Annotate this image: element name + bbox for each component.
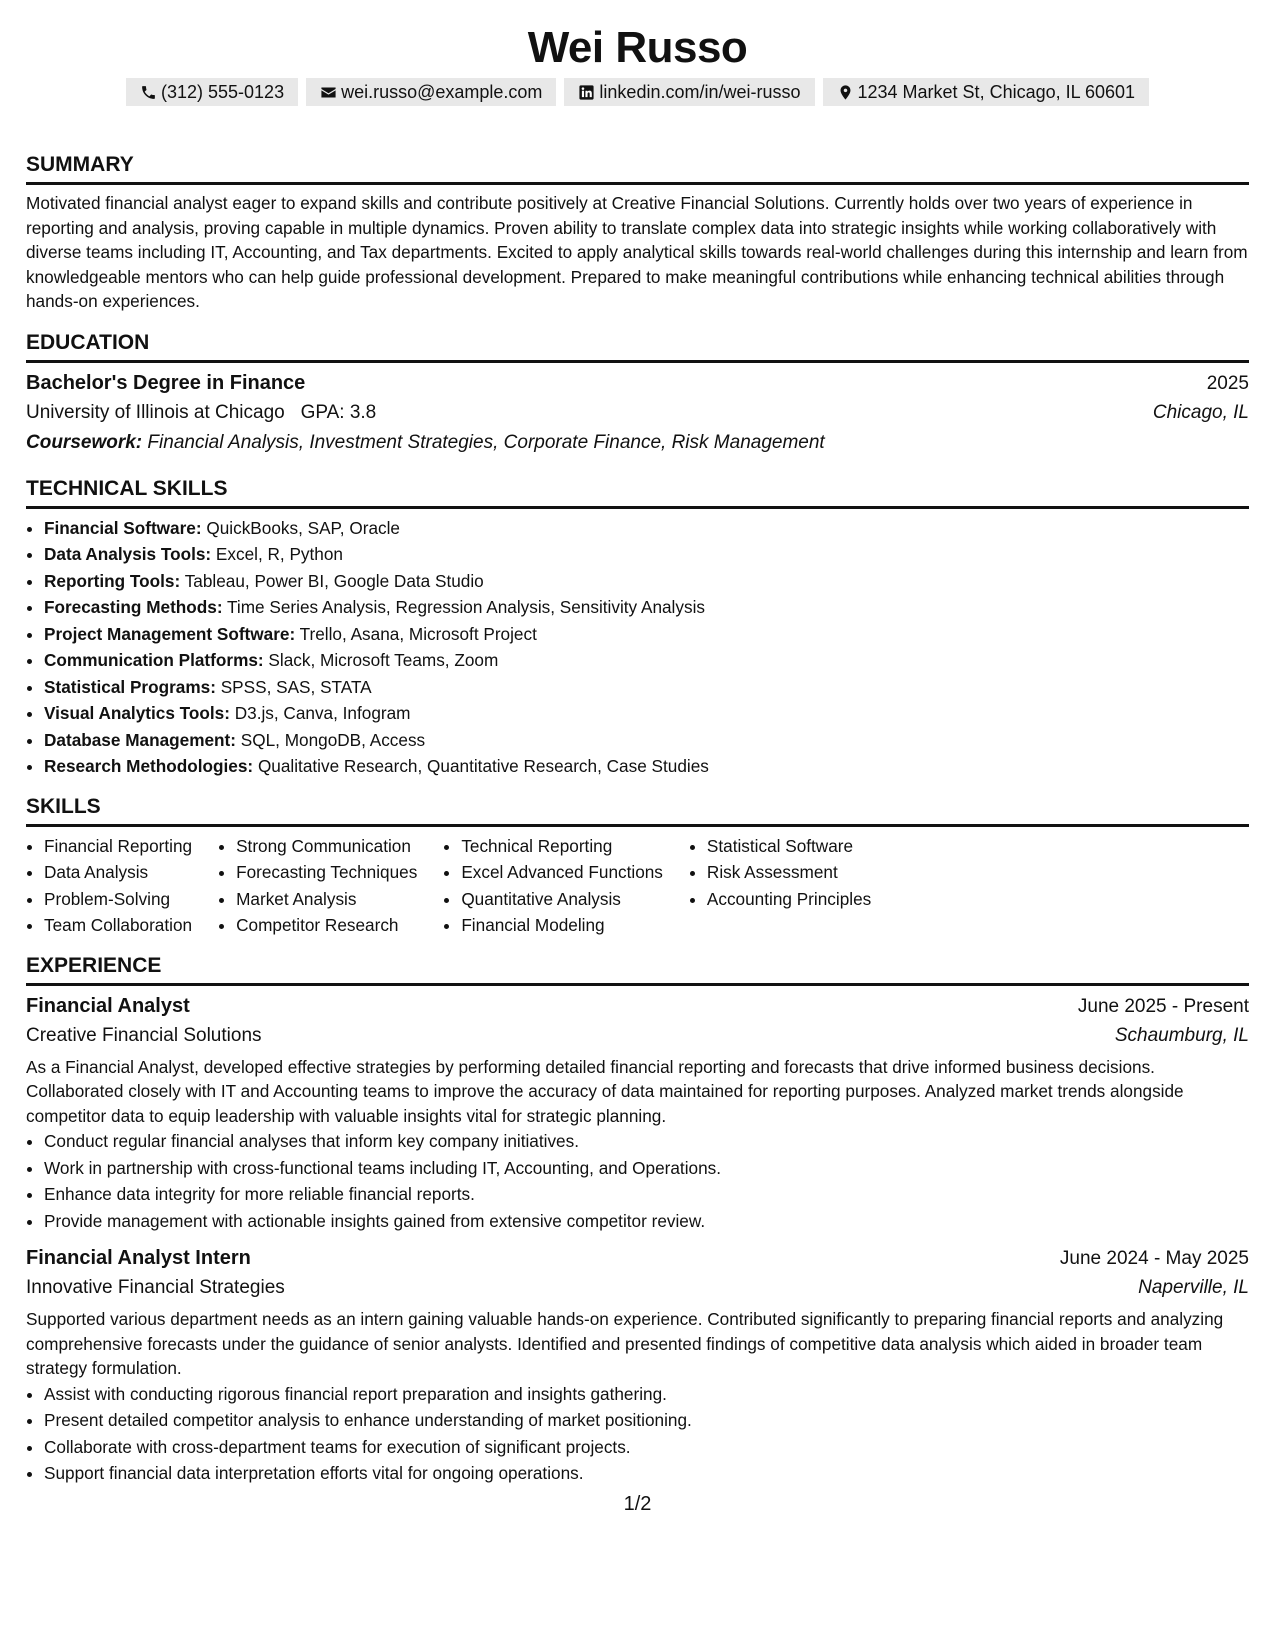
list-item: • Statistical Programs: SPSS, SAS, STATA [44,674,1249,701]
list-item: • Quantitative Analysis [461,886,663,913]
experience-section [26,953,1249,1487]
experience-heading: EXPERIENCE [26,953,1249,986]
list-item: • Technical Reporting [461,833,663,860]
phone-icon [140,84,157,101]
map-pin-icon [837,84,854,101]
resume-page [26,0,1249,1487]
list-item: • Support financial data interpretation efforts vital for ongoing operations. [44,1460,1249,1487]
school-location: Chicago, IL [1152,401,1249,423]
job-bullets [26,1381,1249,1487]
job-company-row [26,1273,1249,1303]
education-heading: EDUCATION [26,330,1249,363]
list-item: • Conduct regular financial analyses that inform key company initiatives. [44,1128,1249,1155]
coursework-label: Coursework: [26,431,143,453]
list-item: • Market Analysis [236,886,417,913]
coursework-line [26,428,1249,458]
job-description: As a Financial Analyst, developed effective strategies by performing detailed financial reporting and forecasts that drive informed business decisions. Collaborated closely with IT and Accounting teams to improve the accuracy of data maintained for reporting purposes. Analyzed market trends alongside competitor data to equip leadership with valuable insights vital for strategic planning. [26,1056,1184,1126]
list-item: • Reporting Tools: Tableau, Power BI, Google Data Studio [44,568,1249,595]
phone-text: (312) 555-0123 [160,82,285,102]
address-text: 1234 Market St, Chicago, IL 60601 [857,82,1136,102]
contact-phone[interactable] [126,78,298,106]
list-item: • Statistical Software [707,833,871,860]
job-title-row [26,992,1249,1021]
list-item: • Work in partnership with cross-functional teams including IT, Accounting, and Operations. [44,1155,1249,1182]
list-item: • Data Analysis Tools: Excel, R, Python [44,541,1249,568]
list-item: • Research Methodologies: Qualitative Research, Quantitative Research, Case Studies [44,753,1249,780]
list-item: • Database Management: SQL, MongoDB, Access [44,727,1249,754]
graduation-year: 2025 [1206,372,1249,394]
envelope-icon [320,84,337,101]
list-item: • Collaborate with cross-department teams for execution of significant projects. [44,1434,1249,1461]
skills-columns [26,833,1249,939]
linkedin-text: linkedin.com/in/wei-russo [599,82,801,102]
job-entry [26,1244,1249,1487]
page-number: 1/2 [623,1493,652,1515]
summary-section [26,152,1249,314]
list-item: • Forecasting Techniques [236,859,417,886]
contact-email[interactable] [306,78,556,106]
education-degree-row [26,369,1249,398]
list-item: • Strong Communication [236,833,417,860]
list-item: • Assist with conducting rigorous financial report preparation and insights gathering. [44,1381,1249,1408]
technical-skills-list [26,515,1249,780]
summary-text: Motivated financial analyst eager to expand skills and contribute positively at Creative Financial Solutions. Currently holds over two years of experience in reporting and analysis, proving capable in multiple dynamics. Proven ability to translate complex data into strategic insights while working collaboratively with diverse teams including IT, Accounting, and Tax departments. Excited to apply analytical skills towards real-world challenges during this internship and learn from knowledgeable mentors who can help guide professional development. Prepared to make meaningful contributions while enhancing technical abilities through hands-on experiences. [26,193,1248,311]
skills-heading: SKILLS [26,794,1249,827]
linkedin-icon [578,84,595,101]
skills-column-3 [443,833,663,939]
list-item: • Project Management Software: Trello, Asana, Microsoft Project [44,621,1249,648]
gpa: GPA: 3.8 [300,401,377,423]
job-bullets [26,1128,1249,1234]
job-company: Innovative Financial Strategies [26,1277,285,1298]
school-name: University of Illinois at Chicago [26,401,285,423]
email-text: wei.russo@example.com [341,82,543,102]
school-line [26,398,376,428]
list-item: • Provide management with actionable insights gained from extensive competitor review. [44,1208,1249,1235]
list-item: • Risk Assessment [707,859,871,886]
job-description: Supported various department needs as an intern gaining valuable hands-on experience. Contributed significantly to preparing financial reports and analyzing comprehensive forecasts under the guidance of senior analysts. Identified and presented findings of competitive data analysis which aided in broader team strategy formulation. [26,1309,1224,1378]
list-item: • Team Collaboration [44,912,192,939]
list-item: • Enhance data integrity for more reliable financial reports. [44,1181,1249,1208]
education-school-row [26,398,1249,428]
coursework-list: Financial Analysis, Investment Strategies, Corporate Finance, Risk Management [147,431,825,453]
list-item: • Present detailed competitor analysis to enhance understanding of market positioning. [44,1407,1249,1434]
job-location: Schaumburg, IL [1114,1024,1249,1046]
contact-linkedin[interactable] [564,78,814,106]
education-section [26,330,1249,458]
skills-column-2 [218,833,417,939]
job-role: Financial Analyst [26,994,190,1017]
technical-skills-section [26,476,1249,780]
summary-heading: SUMMARY [26,152,1249,185]
job-entry [26,992,1249,1235]
list-item: • Communication Platforms: Slack, Microsoft Teams, Zoom [44,647,1249,674]
list-item: • Forecasting Methods: Time Series Analysis, Regression Analysis, Sensitivity Analysis [44,594,1249,621]
list-item: • Competitor Research [236,912,417,939]
job-company-row [26,1021,1249,1051]
technical-skills-heading: TECHNICAL SKILLS [26,476,1249,509]
job-dates: June 2024 - May 2025 [1059,1248,1249,1269]
list-item: • Visual Analytics Tools: D3.js, Canva, Infogram [44,700,1249,727]
job-role: Financial Analyst Intern [26,1247,251,1269]
list-item: • Data Analysis [44,859,192,886]
job-location: Naperville, IL [1138,1277,1249,1298]
job-title-row [26,1244,1249,1273]
candidate-name: Wei Russo [527,23,748,72]
skills-column-4 [689,833,871,939]
skills-section [26,794,1249,939]
list-item: • Excel Advanced Functions [461,859,663,886]
list-item: • Accounting Principles [707,886,871,913]
job-company: Creative Financial Solutions [26,1024,262,1046]
degree-name: Bachelor's Degree in Finance [26,371,306,394]
contact-bar [26,78,1249,106]
skills-column-1 [26,833,192,939]
list-item: • Financial Software: QuickBooks, SAP, Oracle [44,515,1249,542]
list-item: • Financial Modeling [461,912,663,939]
list-item: • Problem-Solving [44,886,192,913]
list-item: • Financial Reporting [44,833,192,860]
job-dates: June 2025 - Present [1077,995,1249,1017]
contact-address[interactable] [823,78,1150,106]
